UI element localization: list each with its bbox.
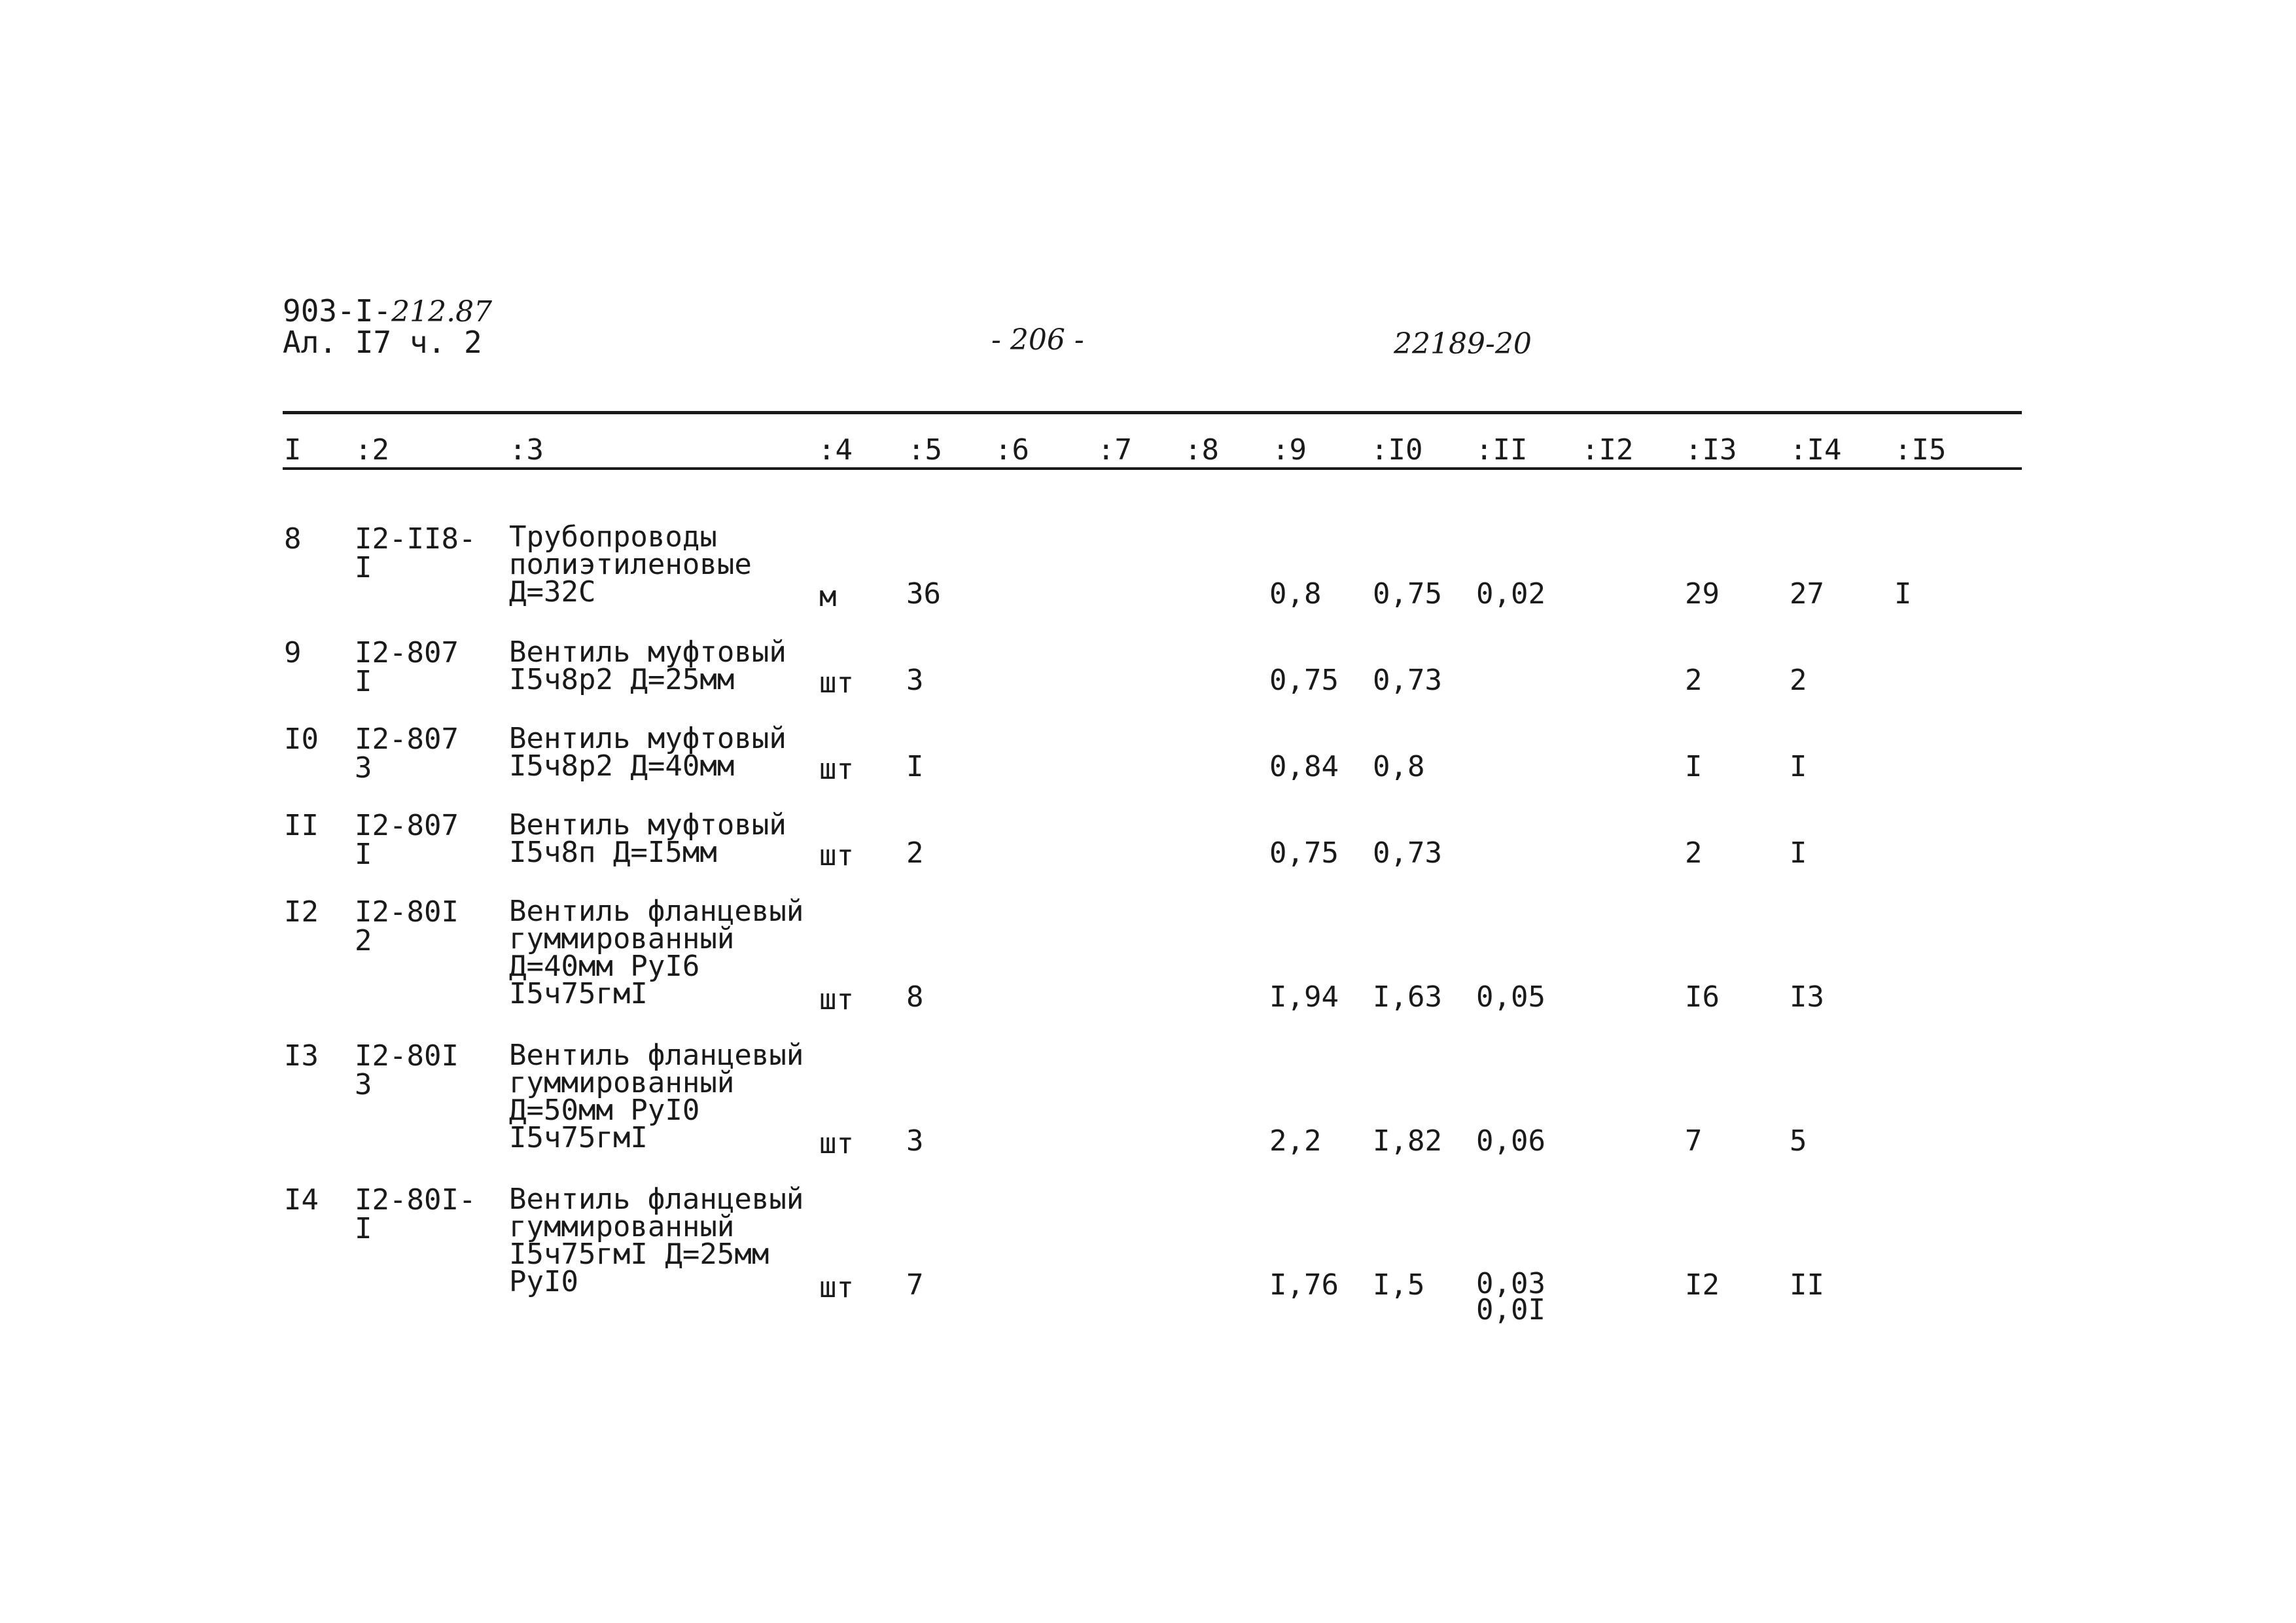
- col-10-value: I,5: [1373, 1268, 1425, 1302]
- item-description: Вентиль муфтовый I5ч8р2 Д=25мм: [509, 635, 786, 696]
- col-13-value: I2: [1685, 1268, 1720, 1302]
- norm-code: I2-80I- I: [355, 1183, 476, 1245]
- norm-code: I2-807 3: [355, 722, 459, 785]
- column-header: :5: [908, 433, 942, 467]
- col-9-value: 2,2: [1269, 1124, 1322, 1158]
- item-description: Вентиль муфтовый I5ч8п Д=I5мм: [509, 808, 786, 869]
- column-header: :I0: [1371, 433, 1423, 467]
- column-header: :7: [1097, 433, 1132, 467]
- column-header: :3: [509, 433, 544, 467]
- registry-number: 22189-20: [1394, 327, 1532, 361]
- col-14-value: II: [1790, 1268, 1824, 1302]
- col-9-value: I,94: [1269, 980, 1339, 1014]
- quantity: 2: [906, 836, 924, 870]
- col-14-value: 27: [1790, 577, 1824, 611]
- col-10-value: 0,75: [1373, 577, 1442, 611]
- column-header: :I2: [1581, 433, 1634, 467]
- norm-code: I2-807 I: [355, 809, 459, 871]
- col-9-value: I,76: [1269, 1268, 1339, 1302]
- col-13-value: I6: [1685, 980, 1720, 1014]
- unit: шт: [819, 666, 854, 700]
- column-header: I: [284, 433, 302, 467]
- col-9-value: 0,8: [1269, 577, 1322, 611]
- quantity: 7: [906, 1268, 924, 1302]
- col-9-value: 0,84: [1269, 750, 1339, 783]
- col-13-value: 2: [1685, 836, 1703, 870]
- col-13-value: 29: [1685, 577, 1720, 611]
- row-number: 9: [284, 636, 302, 669]
- col-11-value: 0,03 0,0I: [1476, 1267, 1545, 1327]
- row-number: I2: [284, 895, 319, 929]
- col-11-value: 0,06: [1476, 1124, 1545, 1158]
- norm-code: I2-80I 2: [355, 895, 459, 957]
- column-header: :I3: [1685, 433, 1737, 467]
- column-header: :9: [1272, 433, 1307, 467]
- unit: шт: [819, 1127, 854, 1160]
- column-header: :II: [1475, 433, 1528, 467]
- col-14-value: 5: [1790, 1124, 1807, 1158]
- doc-code-prefix: 903-I-: [283, 293, 392, 329]
- col-14-value: I: [1790, 836, 1807, 870]
- unit: м: [819, 580, 837, 613]
- column-header: :I4: [1790, 433, 1842, 467]
- column-header: :4: [818, 433, 853, 467]
- col-13-value: 7: [1685, 1124, 1703, 1158]
- col-14-value: I: [1790, 750, 1807, 783]
- item-description: Трубопроводы полиэтиленовые Д=32С: [509, 520, 752, 609]
- quantity: 36: [906, 577, 941, 611]
- table-header-rule: [283, 467, 2022, 470]
- item-description: Вентиль фланцевый гуммированный I5ч75гмI Д=25мм РуI0: [509, 1183, 804, 1298]
- row-number: I4: [284, 1183, 319, 1217]
- col-9-value: 0,75: [1269, 836, 1339, 870]
- unit: шт: [819, 1271, 854, 1304]
- doc-code: [283, 293, 493, 329]
- row-number: I3: [284, 1039, 319, 1073]
- col-9-value: 0,75: [1269, 664, 1339, 697]
- norm-code: I2-80I 3: [355, 1039, 459, 1101]
- quantity: 3: [906, 1124, 924, 1158]
- item-description: Вентиль фланцевый гуммированный Д=40мм РуI6 I5ч75гмI: [509, 895, 804, 1010]
- col-13-value: 2: [1685, 664, 1703, 697]
- col-11-value: 0,02: [1476, 577, 1545, 611]
- unit: шт: [819, 839, 854, 872]
- col-10-value: I,63: [1373, 980, 1442, 1014]
- column-header: :I5: [1894, 433, 1947, 467]
- column-header: :8: [1184, 433, 1219, 467]
- page-number: - 206 -: [991, 323, 1084, 357]
- row-number: 8: [284, 522, 302, 556]
- row-number: II: [284, 809, 319, 842]
- quantity: 8: [906, 980, 924, 1014]
- unit: шт: [819, 983, 854, 1016]
- col-14-value: I3: [1790, 980, 1824, 1014]
- table-top-rule: [283, 411, 2022, 414]
- norm-code: I2-II8- I: [355, 522, 476, 584]
- album-label: Ал. I7 ч. 2: [283, 325, 482, 360]
- col-11-value: 0,05: [1476, 980, 1545, 1014]
- col-14-value: 2: [1790, 664, 1807, 697]
- row-number: I0: [284, 722, 319, 756]
- item-description: Вентиль муфтовый I5ч8р2 Д=40мм: [509, 722, 786, 783]
- unit: шт: [819, 753, 854, 786]
- quantity: 3: [906, 664, 924, 697]
- col-10-value: 0,8: [1373, 750, 1425, 783]
- item-description: Вентиль фланцевый гуммированный Д=50мм РуI0 I5ч75гмI: [509, 1039, 804, 1154]
- col-10-value: I,82: [1373, 1124, 1442, 1158]
- col-10-value: 0,73: [1373, 664, 1442, 697]
- doc-code-handwritten: 212.87: [391, 295, 493, 329]
- column-header: :6: [995, 433, 1029, 467]
- col-15-value: I: [1894, 577, 1912, 611]
- column-header: :2: [355, 433, 389, 467]
- norm-code: I2-807 I: [355, 636, 459, 698]
- quantity: I: [906, 750, 924, 783]
- col-13-value: I: [1685, 750, 1703, 783]
- col-10-value: 0,73: [1373, 836, 1442, 870]
